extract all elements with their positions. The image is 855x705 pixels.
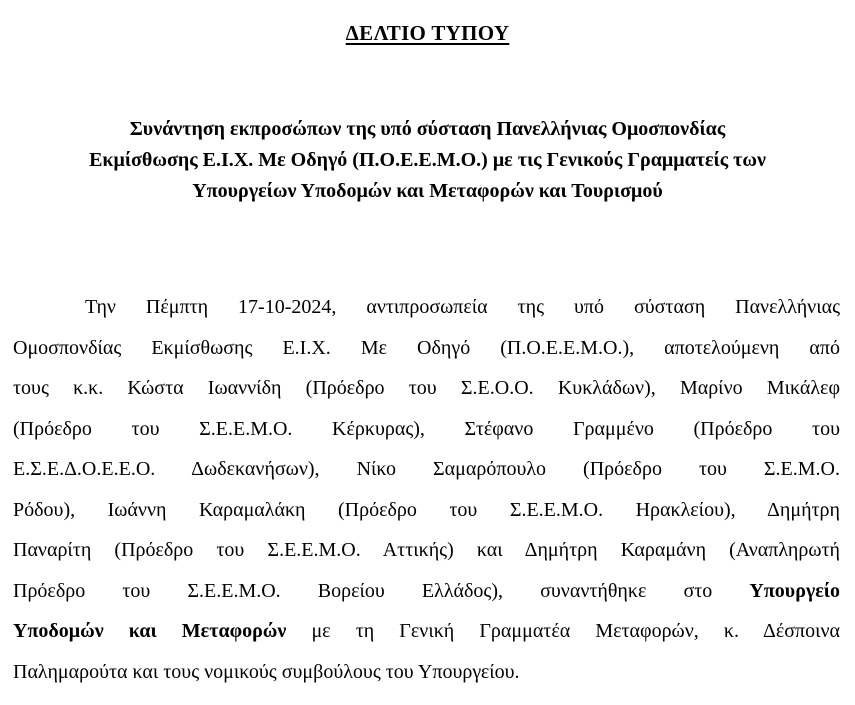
body-text-segment: με τη Γενική Γραμματέα Μεταφορών, κ. Δέσποινα: [286, 620, 840, 642]
body-line: [13, 611, 840, 652]
body-line: Παναρίτη (Πρόεδρο του Σ.Ε.Ε.Μ.Ο. Αττικής) και Δημήτρη Καραμάνη (Αναπληρωτή: [13, 539, 840, 561]
body-line: (Πρόεδρο του Σ.Ε.Ε.Μ.Ο. Κέρκυρας), Στέφανο Γραμμένο (Πρόεδρο του: [13, 417, 840, 440]
body-line: Την Πέμπτη 17-10-2024, αντιπροσωπεία της υπό σύσταση Πανελλήνιας: [85, 296, 840, 318]
document-title: ΔΕΛΤΙΟ ΤΥΠΟΥ: [345, 21, 510, 45]
body-bold-segment: Υποδομών και Μεταφορών: [13, 620, 287, 642]
document-subtitle: [30, 114, 825, 207]
subtitle-line: Εκμίσθωσης Ε.Ι.Χ. Με Οδηγό (Π.Ο.Ε.Ε.Μ.Ο.) με τις Γενικούς Γραμματείς των: [89, 149, 766, 171]
body-bold-segment: Υπουργείο: [749, 579, 840, 602]
body-line: Παλημαρούτα και τους νομικούς συμβούλους του Υπουργείου.: [13, 660, 520, 683]
body-line: τους κ.κ. Κώστα Ιωαννίδη (Πρόεδρο του Σ.Ε.Ο.Ο. Κυκλάδων), Μαρίνο Μικάλεφ: [13, 377, 840, 399]
subtitle-line: Συνάντηση εκπροσώπων της υπό σύσταση Πανελλήνιας Ομοσπονδίας: [129, 118, 726, 140]
body-paragraph: [13, 287, 840, 692]
body-line: Ομοσπονδίας Εκμίσθωσης Ε.Ι.Χ. Με Οδηγό (Π.Ο.Ε.Ε.Μ.Ο.), αποτελούμενη από: [13, 336, 840, 359]
body-line: Ρόδου), Ιωάννη Καραμαλάκη (Πρόεδρο του Σ.Ε.Ε.Μ.Ο. Ηρακλείου), Δημήτρη: [13, 498, 840, 521]
body-text-segment: Πρόεδρο του Σ.Ε.Ε.Μ.Ο. Βορείου Ελλάδος), συναντήθηκε στο: [13, 579, 713, 602]
subtitle-line: Υπουργείων Υποδομών και Μεταφορών και Τουρισμού: [192, 180, 663, 202]
body-line: [13, 571, 840, 612]
body-line: Ε.Σ.Ε.Δ.Ο.Ε.Ε.Ο. Δωδεκανήσων), Νίκο Σαμαρόπουλο (Πρόεδρο του Σ.Ε.Μ.Ο.: [13, 458, 840, 480]
